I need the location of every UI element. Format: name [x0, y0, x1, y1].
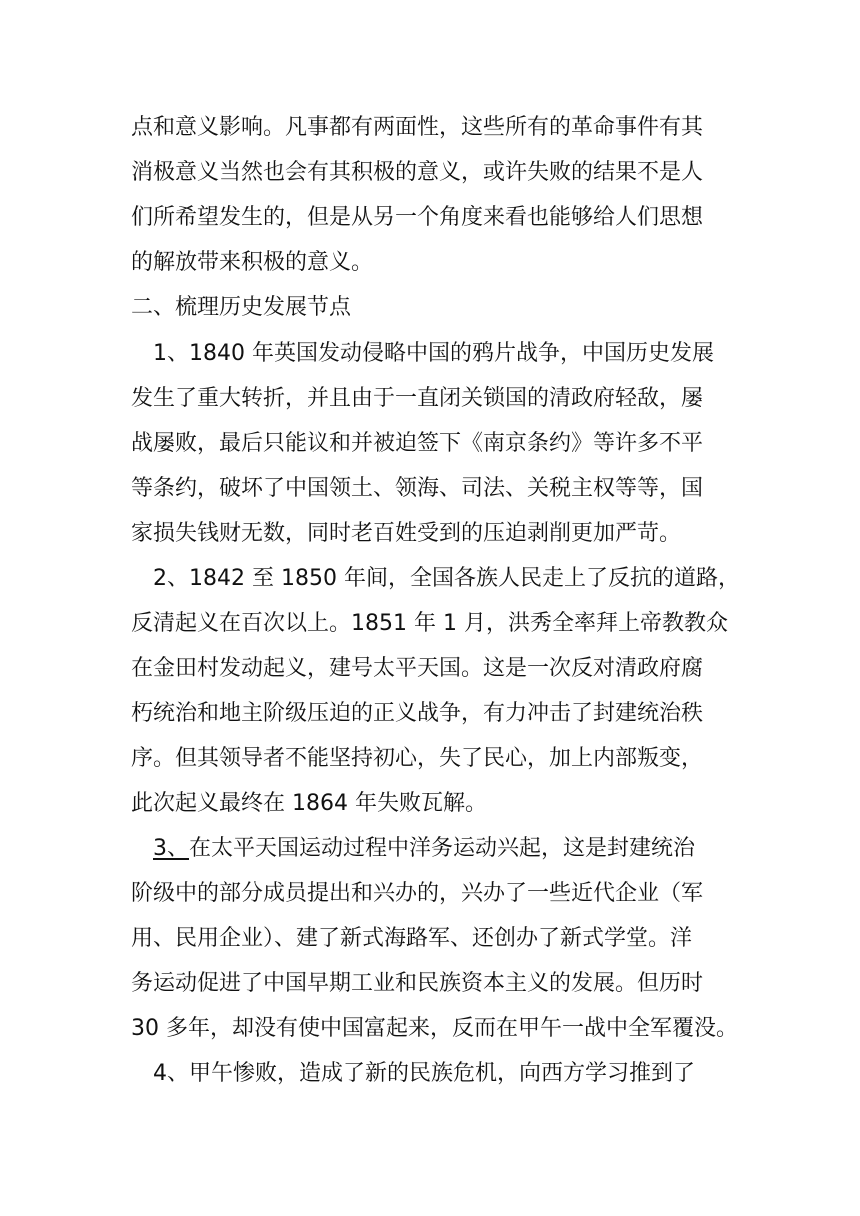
- text-line: 发生了重大转折，并且由于一直闭关锁国的清政府轻敌，屡: [131, 386, 704, 411]
- text-line: 在金田村发动起义，建号太平天国。这是一次反对清政府腐: [131, 656, 704, 681]
- text-line: 战屡败，最后只能议和并被迫签下《南京条约》等许多不平: [131, 431, 704, 456]
- text-line: 阶级中的部分成员提出和兴办的，兴办了一些近代企业（军: [131, 881, 704, 906]
- text-line: 消极意义当然也会有其积极的意义，或许失败的结果不是人: [131, 160, 704, 185]
- text-line: 点和意义影响。凡事都有两面性，这些所有的革命事件有其: [131, 115, 704, 140]
- text-line: 的解放带来积极的意义。: [131, 250, 374, 275]
- text-line: 反清起义在百次以上。1851 年 1 月，洪秀全率拜上帝教教众: [131, 611, 728, 636]
- text-line: 此次起义最终在 1864 年失败瓦解。: [131, 791, 487, 816]
- text-line: 务运动促进了中国早期工业和民族资本主义的发展。但历时: [131, 971, 704, 996]
- text-line: 30 多年，却没有使中国富起来，反而在甲午一战中全军覆没。: [131, 1016, 738, 1041]
- text-line: 1、1840 年英国发动侵略中国的鸦片战争，中国历史发展: [153, 341, 714, 366]
- text-line: 序。但其领导者不能坚持初心，失了民心，加上内部叛变，: [131, 746, 704, 771]
- text-line: 用、民用企业）、建了新式海路军、还创办了新式学堂。洋: [131, 926, 693, 951]
- text-line: 2、1842 至 1850 年间，全国各族人民走上了反抗的道路，: [153, 566, 740, 591]
- section-heading: 二、梳理历史发展节点: [131, 295, 352, 320]
- text-line: 们所希望发生的，但是从另一个角度来看也能够给人们思想: [131, 205, 704, 230]
- list-number: 3、: [153, 836, 189, 861]
- text-line: 朽统治和地主阶级压迫的正义战争，有力冲击了封建统治秩: [131, 701, 704, 726]
- text-line: 等条约，破坏了中国领土、领海、司法、关税主权等等，国: [131, 476, 704, 501]
- text-line: 家损失钱财无数，同时老百姓受到的压迫剥削更加严苛。: [131, 521, 682, 546]
- text-line: 3、在太平天国运动过程中洋务运动兴起，这是封建统治: [153, 836, 696, 861]
- text-line: 4、甲午惨败，造成了新的民族危机，向西方学习推到了: [153, 1061, 695, 1086]
